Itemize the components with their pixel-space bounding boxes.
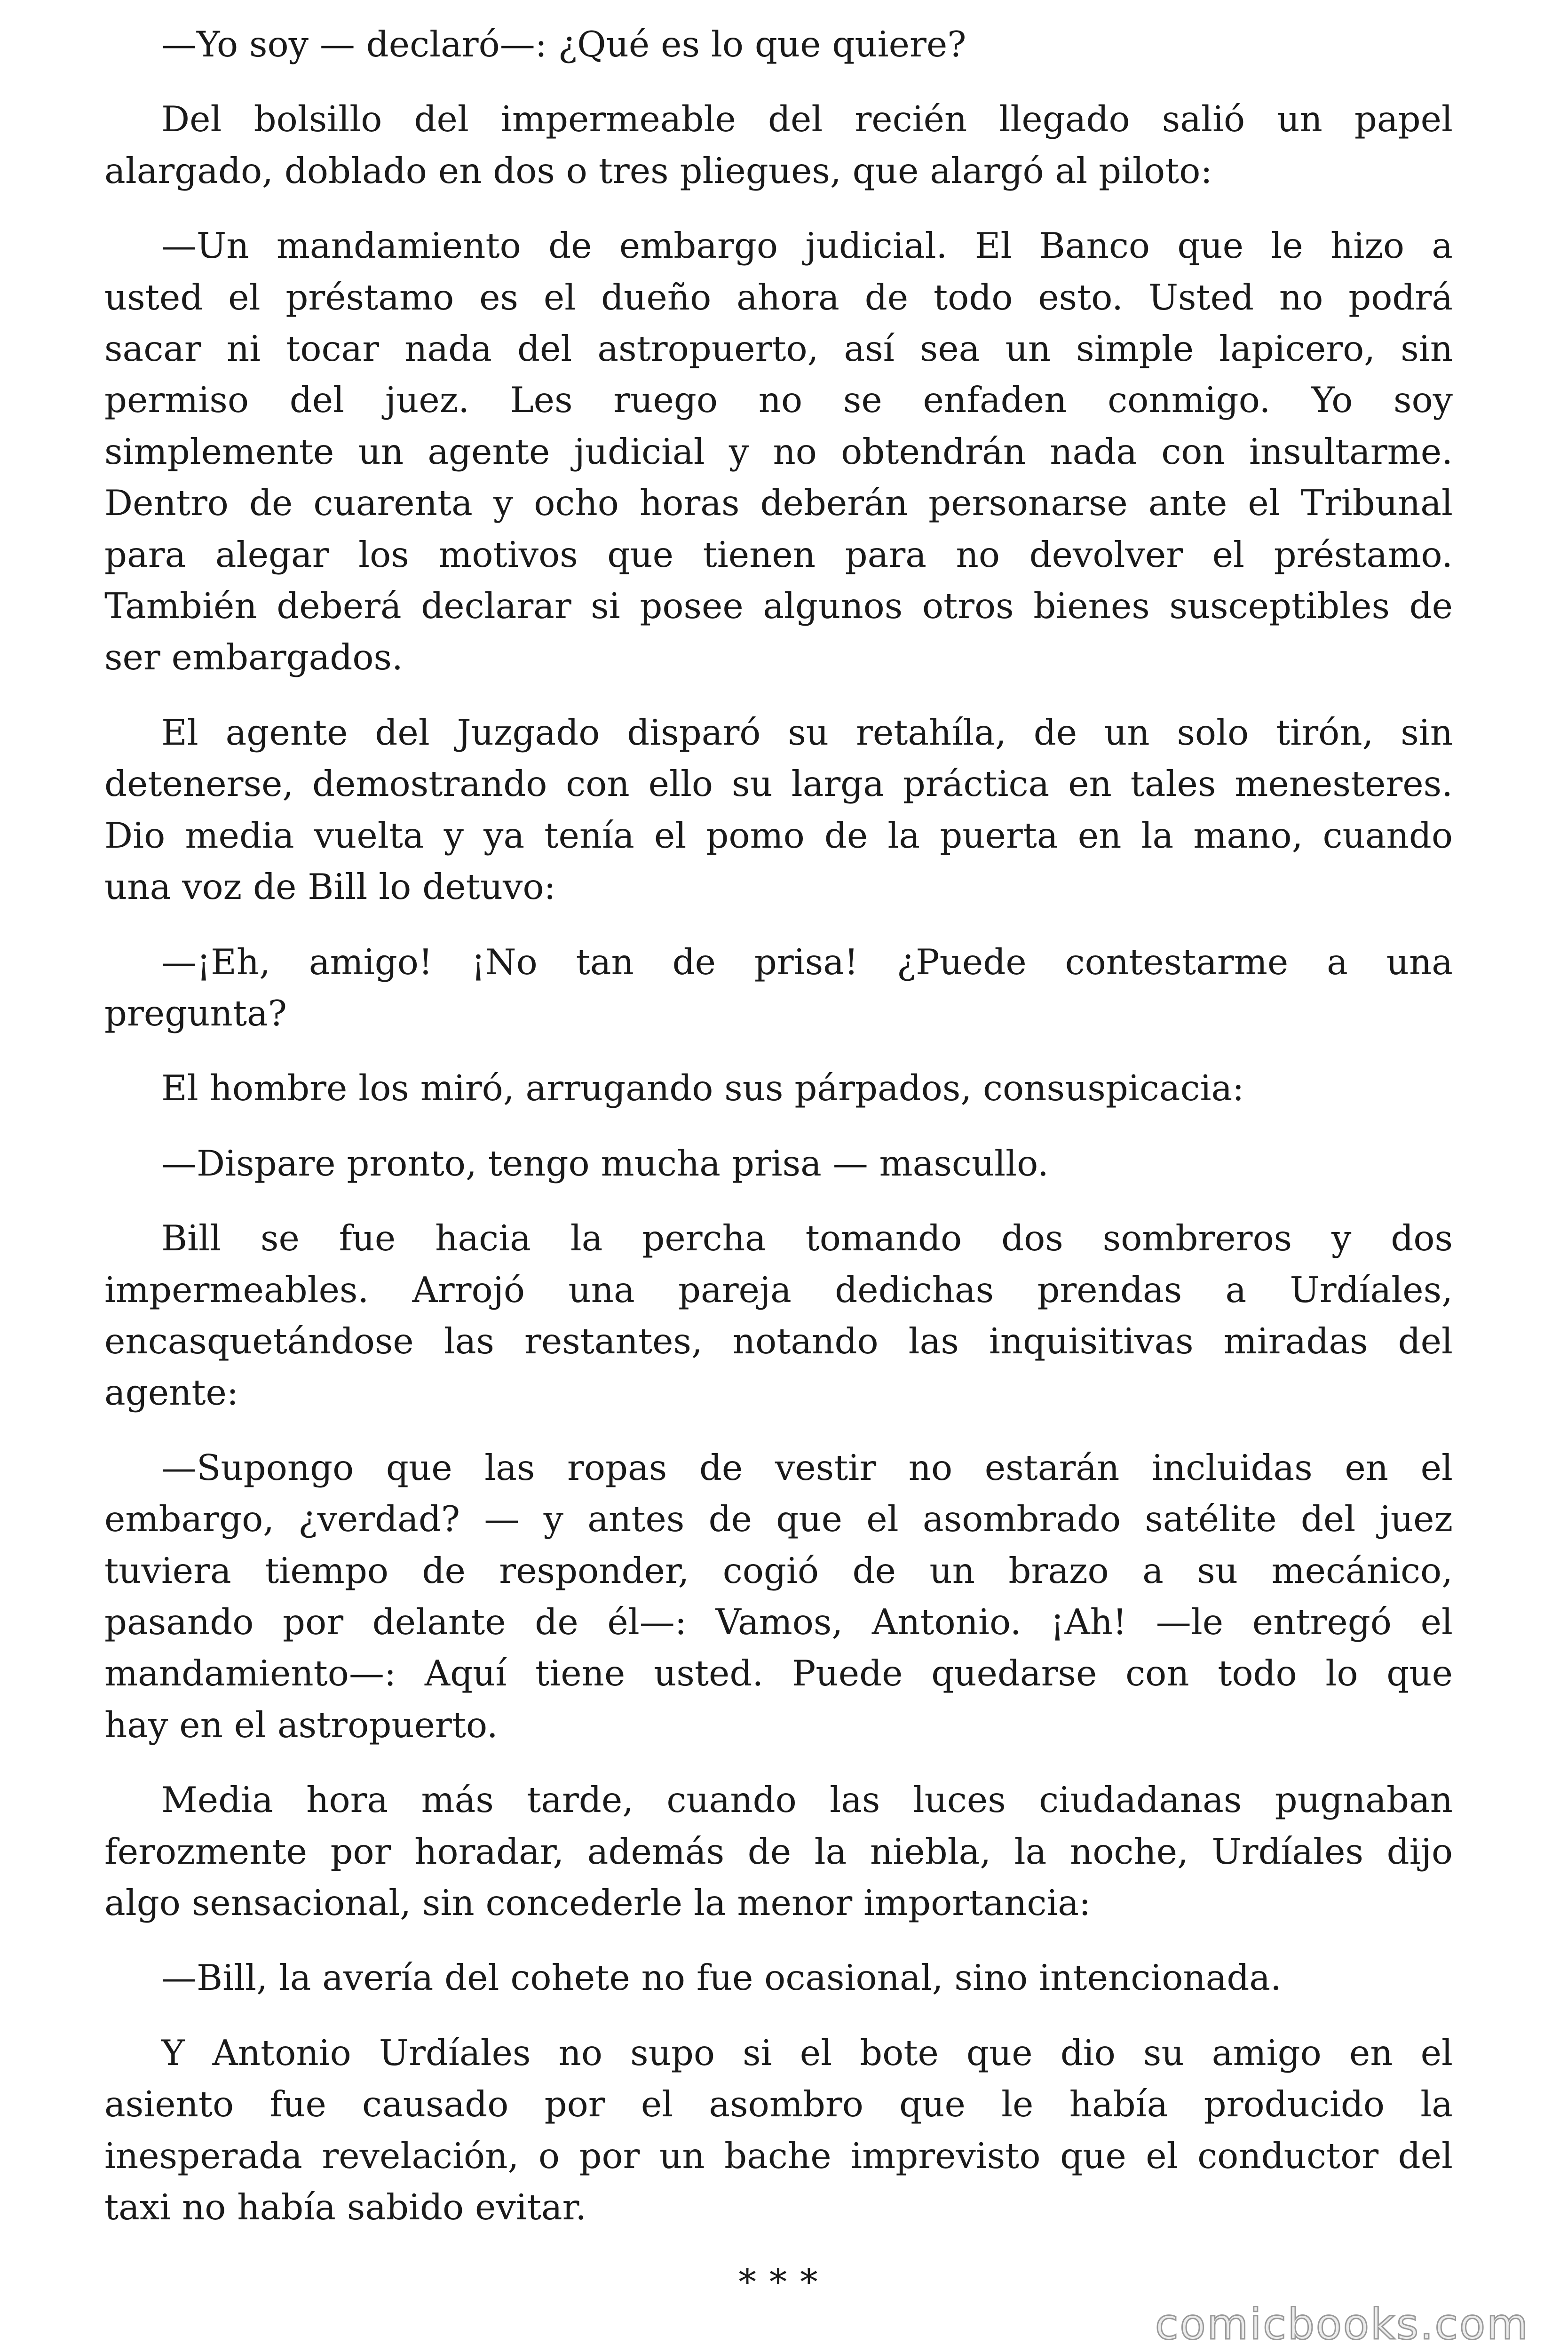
paragraph xyxy=(104,1213,1453,1419)
paragraph xyxy=(104,94,1453,197)
paragraph xyxy=(104,1442,1453,1751)
text-line: pregunta? xyxy=(104,992,287,1034)
text-line: encasquetándose las restantes, notando las inquisitivas miradas del xyxy=(104,1320,1453,1362)
text-line: inesperada revelación, o por un bache imprevisto que el conductor del xyxy=(104,2135,1453,2177)
text-line: El hombre los miró, arrugando sus párpados, consuspicacia: xyxy=(161,1067,1244,1109)
text-line: mandamiento—: Aquí tiene usted. Puede quedarse con todo lo que xyxy=(104,1653,1453,1694)
text-line: El agente del Juzgado disparó su retahíla, de un solo tirón, sin xyxy=(161,711,1453,753)
paragraph xyxy=(104,1063,1453,1114)
paragraph xyxy=(104,937,1453,1040)
text-line: impermeables. Arrojó una pareja dedichas prendas a Urdíales, xyxy=(104,1269,1453,1311)
text-line: Dentro de cuarenta y ocho horas deberán personarse ante el Tribunal xyxy=(104,482,1453,524)
text-line: hay en el astropuerto. xyxy=(104,1704,498,1746)
text-line: Media hora más tarde, cuando las luces ciudadanas pugnaban xyxy=(161,1779,1453,1821)
body-text xyxy=(104,19,1453,2308)
text-line: agente: xyxy=(104,1372,239,1414)
paragraph xyxy=(104,707,1453,913)
text-line: Del bolsillo del impermeable del recién llegado salió un papel xyxy=(161,98,1453,140)
text-line: ser embargados. xyxy=(104,636,403,678)
text-line: —Yo soy — declaró—: ¿Qué es lo que quiere? xyxy=(161,24,966,65)
text-line: asiento fue causado por el asombro que le había producido la xyxy=(104,2083,1453,2125)
text-line: tuviera tiempo de responder, cogió de un brazo a su mecánico, xyxy=(104,1549,1453,1591)
text-line: —Un mandamiento de embargo judicial. El Banco que le hizo a xyxy=(161,225,1453,267)
paragraph xyxy=(104,220,1453,683)
text-line: algo sensacional, sin concederle la menor importancia: xyxy=(104,1882,1091,1923)
text-line: —¡Eh, amigo! ¡No tan de prisa! ¿Puede contestarme a una xyxy=(161,941,1453,983)
scene-break: * * * xyxy=(738,2261,819,2303)
text-line: detenerse, demostrando con ello su larga práctica en tales menesteres. xyxy=(104,763,1453,805)
text-line: embargo, ¿verdad? — y antes de que el asombrado satélite del juez xyxy=(104,1498,1453,1540)
text-line: —Bill, la avería del cohete no fue ocasional, sino intencionada. xyxy=(161,1957,1282,1999)
text-line: Y Antonio Urdíales no supo si el bote que dio su amigo en el xyxy=(161,2032,1453,2074)
paragraph xyxy=(104,1952,1453,2003)
text-line: —Dispare pronto, tengo mucha prisa — mascullo. xyxy=(161,1142,1049,1184)
text-line: usted el préstamo es el dueño ahora de todo esto. Usted no podrá xyxy=(104,276,1453,318)
paragraph xyxy=(104,2027,1453,2233)
text-line: para alegar los motivos que tienen para no devolver el préstamo. xyxy=(104,533,1453,575)
text-line: pasando por delante de él—: Vamos, Antonio. ¡Ah! —le entregó el xyxy=(104,1601,1453,1643)
text-line: permiso del juez. Les ruego no se enfaden conmigo. Yo soy xyxy=(104,379,1453,421)
text-line: —Supongo que las ropas de vestir no estarán incluidas en el xyxy=(161,1446,1453,1488)
text-line: También deberá declarar si posee algunos otros bienes susceptibles de xyxy=(104,585,1453,627)
text-line: una voz de Bill lo detuvo: xyxy=(104,866,556,908)
text-line: Dio media vuelta y ya tenía el pomo de la puerta en la mano, cuando xyxy=(104,814,1453,856)
text-line: sacar ni tocar nada del astropuerto, así sea un simple lapicero, sin xyxy=(104,328,1453,370)
text-line: alargado, doblado en dos o tres pliegues, que alargó al piloto: xyxy=(104,150,1212,191)
paragraph xyxy=(104,1138,1453,1189)
paragraph xyxy=(104,19,1453,70)
text-line: taxi no había sabido evitar. xyxy=(104,2186,587,2228)
paragraph xyxy=(104,1774,1453,1929)
text-line: simplemente un agente judicial y no obtendrán nada con insultarme. xyxy=(104,430,1453,472)
watermark: comicbooks.com xyxy=(1155,2300,1529,2349)
text-line: ferozmente por horadar, además de la niebla, la noche, Urdíales dijo xyxy=(104,1830,1453,1872)
text-line: Bill se fue hacia la percha tomando dos sombreros y dos xyxy=(161,1217,1453,1259)
